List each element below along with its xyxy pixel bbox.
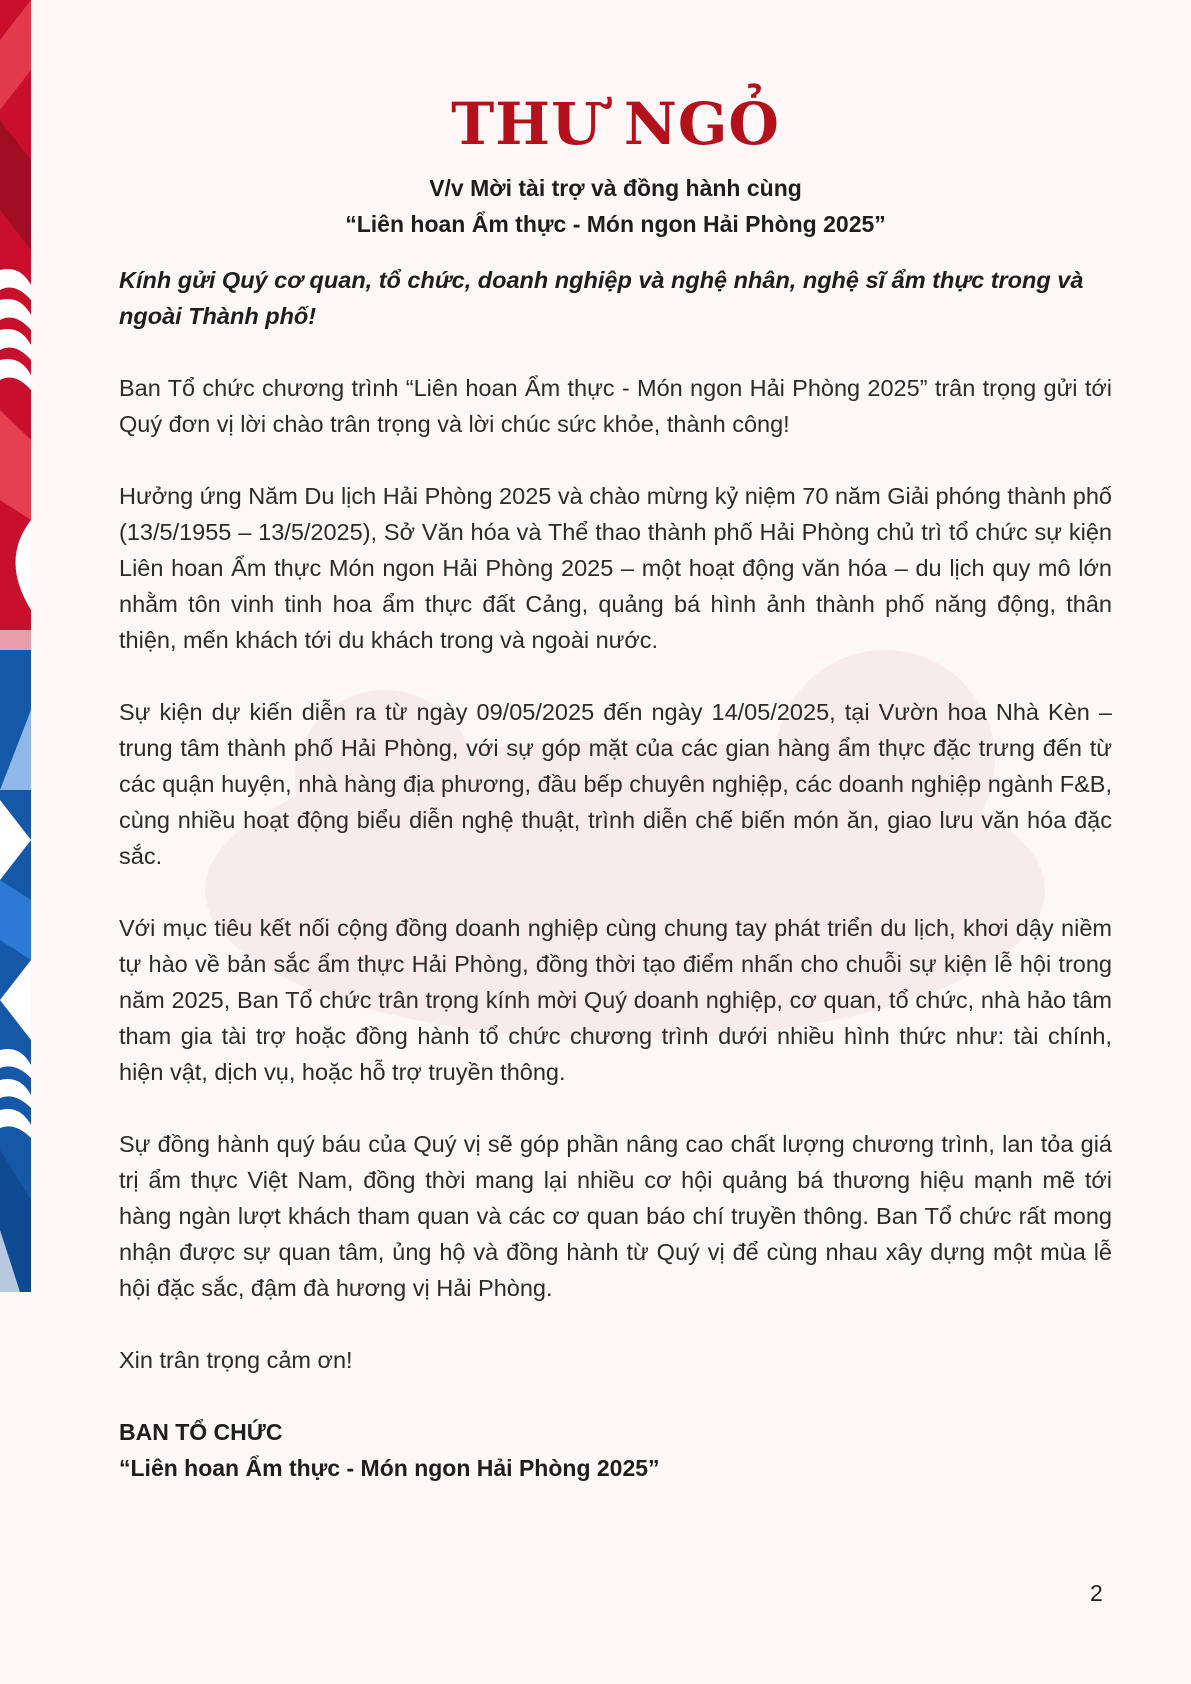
signature-block <box>119 1414 1112 1486</box>
paragraph-invitation: Với mục tiêu kết nối cộng đồng doanh nghiệp cùng chung tay phát triển du lịch, khơi dậy niềm tự hào về bản sắc ẩm thực Hải Phòng, đồng thời tạo điểm nhấn cho chuỗi sự kiện lễ hội trong năm 2025, Ban Tổ chức trân trọng kính mời Quý doanh nghiệp, cơ quan, tổ chức, nhà hảo tâm tham gia tài trợ hoặc đồng hành tổ chức chương trình dưới nhiều hình thức như: tài chính, hiện vật, dịch vụ, hoặc hỗ trợ truyền thông. <box>119 915 1112 1085</box>
paragraph-background: Hưởng ứng Năm Du lịch Hải Phòng 2025 và chào mừng kỷ niệm 70 năm Giải phóng thành phố (13/5/1955 – 13/5/2025), Sở Văn hóa và Thể thao thành phố Hải Phòng chủ trì tổ chức sự kiện Liên hoan Ẩm thực Món ngon Hải Phòng 2025 – một hoạt động văn hóa – du lịch quy mô lớn nhằm tôn vinh tinh hoa ẩm thực đất Cảng, quảng bá hình ảnh thành phố năng động, thân thiện, mến khách tới du khách trong và ngoài nước. <box>119 483 1112 653</box>
paragraph-thanks: Xin trân trọng cảm ơn! <box>119 1347 353 1373</box>
decorative-side-strip <box>0 0 31 1292</box>
page-title: THƯ NGỎ <box>451 90 780 158</box>
paragraph-intro: Ban Tổ chức chương trình “Liên hoan Ẩm thực - Món ngon Hải Phòng 2025” trân trọng gửi tới Quý đơn vị lời chào trân trọng và lời chúc sức khỏe, thành công! <box>119 375 1112 437</box>
paragraph-event-details: Sự kiện dự kiến diễn ra từ ngày 09/05/2025 đến ngày 14/05/2025, tại Vườn hoa Nhà Kèn – trung tâm thành phố Hải Phòng, với sự góp mặt của các gian hàng ẩm thực đặc trưng đến từ các quận huyện, nhà hàng địa phương, đầu bếp chuyên nghiệp, các doanh nghiệp ngành F&B, cùng nhiều hoạt động biểu diễn nghệ thuật, trình diễn chế biến món ăn, giao lưu văn hóa đặc sắc. <box>119 699 1112 869</box>
subject-line-1: V/v Mời tài trợ và đồng hành cùng <box>429 175 802 201</box>
pattern-graphic <box>0 0 31 1292</box>
greeting: Kính gửi Quý cơ quan, tổ chức, doanh nghiệp và nghệ nhân, nghệ sĩ ẩm thực trong và ngoài Thành phố! <box>119 267 1084 329</box>
subject-heading <box>119 170 1112 242</box>
signature-line-1: BAN TỔ CHỨC <box>119 1419 283 1445</box>
paragraph-benefits: Sự đồng hành quý báu của Quý vị sẽ góp phần nâng cao chất lượng chương trình, lan tỏa giá trị ẩm thực Việt Nam, đồng thời mang lại nhiều cơ hội quảng bá thương hiệu mạnh mẽ tới hàng ngàn lượt khách tham quan và các cơ quan báo chí truyền thông. Ban Tổ chức rất mong nhận được sự quan tâm, ủng hộ và đồng hành từ Quý vị để cùng nhau xây dựng một mùa lễ hội đặc sắc, đậm đà hương vị Hải Phòng. <box>119 1131 1112 1301</box>
page-number: 2 <box>1090 1580 1103 1606</box>
subject-line-2: “Liên hoan Ẩm thực - Món ngon Hải Phòng 2025” <box>345 211 886 237</box>
signature-line-2: “Liên hoan Ẩm thực - Món ngon Hải Phòng 2025” <box>119 1455 660 1481</box>
letter-content <box>119 88 1112 1486</box>
